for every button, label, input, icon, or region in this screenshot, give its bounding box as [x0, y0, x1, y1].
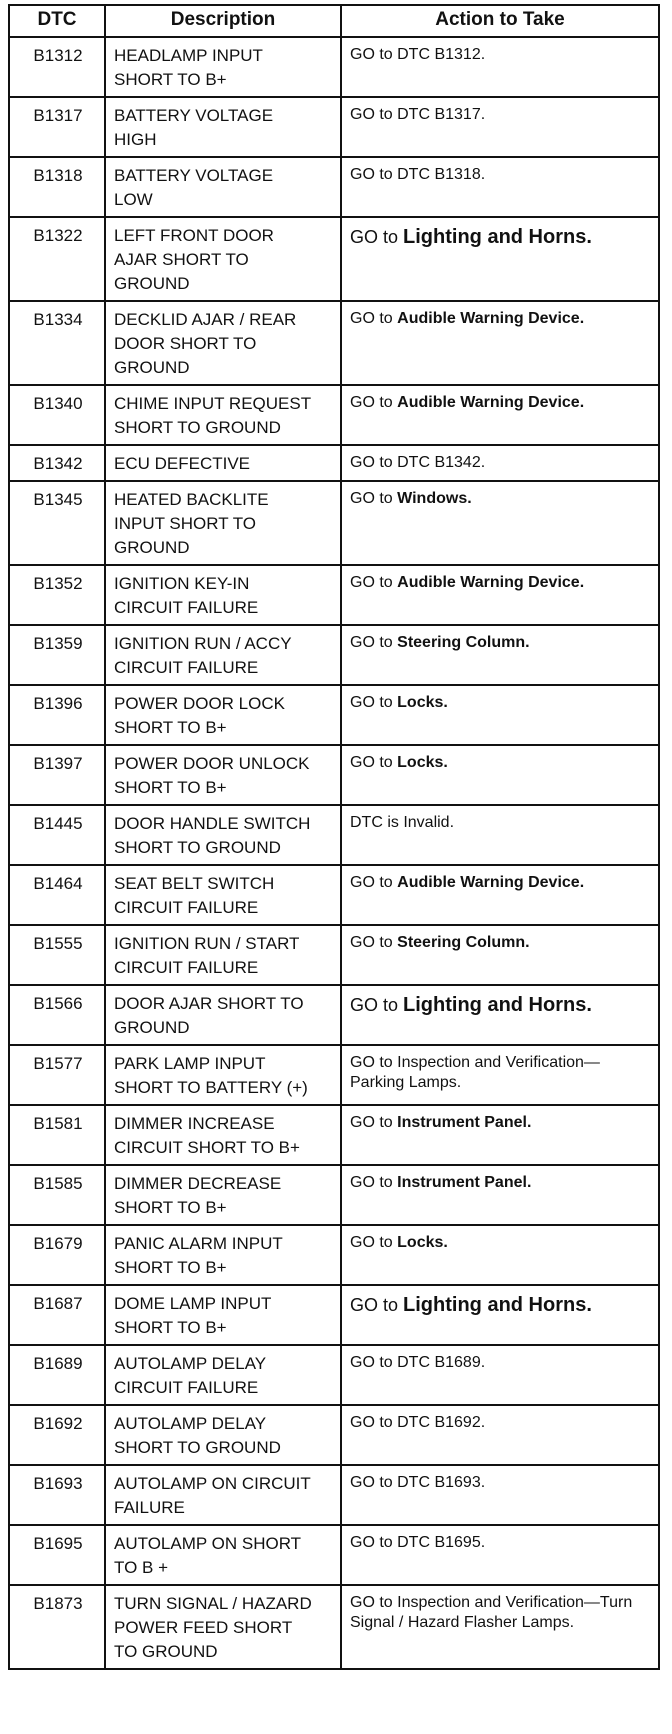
table-row: [9, 97, 659, 157]
table-row: [9, 445, 659, 481]
dtc-code: B1464: [9, 865, 105, 925]
dtc-description: DOME LAMP INPUT SHORT TO B+: [105, 1285, 341, 1345]
action-prefix: GO to: [350, 1114, 393, 1131]
action-to-take: GO to DTC B1692.: [341, 1405, 659, 1465]
action-reference: Locks.: [397, 694, 448, 711]
table-row: [9, 805, 659, 865]
dtc-code: B1585: [9, 1165, 105, 1225]
table-row: [9, 1345, 659, 1405]
action-reference: Steering Column.: [397, 634, 530, 651]
action-prefix: GO to: [350, 754, 393, 771]
dtc-code: B1692: [9, 1405, 105, 1465]
dtc-code: B1693: [9, 1465, 105, 1525]
dtc-description: DOOR HANDLE SWITCH SHORT TO GROUND: [105, 805, 341, 865]
dtc-code: B1581: [9, 1105, 105, 1165]
table-row: [9, 1105, 659, 1165]
dtc-code: B1317: [9, 97, 105, 157]
action-prefix: GO to: [350, 490, 393, 507]
action-prefix: GO to: [350, 394, 393, 411]
action-prefix: GO to: [350, 1174, 393, 1191]
action-to-take: GO to DTC B1318.: [341, 157, 659, 217]
dtc-description: POWER DOOR UNLOCK SHORT TO B+: [105, 745, 341, 805]
table-row: [9, 985, 659, 1045]
dtc-description: BATTERY VOLTAGE LOW: [105, 157, 341, 217]
action-to-take: GO to Inspection and Verification—Turn Signal / Hazard Flasher Lamps.: [341, 1585, 659, 1669]
action-prefix: GO to: [350, 694, 393, 711]
action-reference: Audible Warning Device.: [397, 874, 585, 891]
action-prefix: GO to: [350, 874, 393, 891]
dtc-code: B1359: [9, 625, 105, 685]
action-prefix: GO to: [350, 934, 393, 951]
action-prefix: GO to: [350, 310, 393, 327]
action-to-take: GO to DTC B1342.: [341, 445, 659, 481]
dtc-code: B1679: [9, 1225, 105, 1285]
table-row: [9, 565, 659, 625]
table-row: [9, 745, 659, 805]
action-to-take: [341, 217, 659, 301]
action-to-take: GO to DTC B1693.: [341, 1465, 659, 1525]
table-row: [9, 1585, 659, 1669]
action-prefix: GO to: [350, 227, 399, 247]
dtc-description: TURN SIGNAL / HAZARD POWER FEED SHORT TO GROUND: [105, 1585, 341, 1669]
dtc-description: DECKLID AJAR / REAR DOOR SHORT TO GROUND: [105, 301, 341, 385]
dtc-description: IGNITION KEY-IN CIRCUIT FAILURE: [105, 565, 341, 625]
table-row: [9, 1045, 659, 1105]
action-reference: Instrument Panel.: [397, 1114, 532, 1131]
dtc-description: PARK LAMP INPUT SHORT TO BATTERY (+): [105, 1045, 341, 1105]
action-reference: Steering Column.: [397, 934, 530, 951]
dtc-code: B1334: [9, 301, 105, 385]
action-to-take: [341, 385, 659, 445]
dtc-code: B1312: [9, 37, 105, 97]
action-to-take: [341, 925, 659, 985]
dtc-code: B1318: [9, 157, 105, 217]
dtc-code: B1322: [9, 217, 105, 301]
dtc-code: B1340: [9, 385, 105, 445]
action-to-take: [341, 685, 659, 745]
action-to-take: GO to Inspection and Verification—Parking Lamps.: [341, 1045, 659, 1105]
table-row: [9, 217, 659, 301]
table-row: [9, 385, 659, 445]
action-to-take: [341, 1225, 659, 1285]
dtc-code: B1566: [9, 985, 105, 1045]
action-reference: Locks.: [397, 754, 448, 771]
table-row: [9, 1165, 659, 1225]
dtc-description: DOOR AJAR SHORT TO GROUND: [105, 985, 341, 1045]
dtc-code: B1342: [9, 445, 105, 481]
dtc-code: B1687: [9, 1285, 105, 1345]
dtc-code: B1352: [9, 565, 105, 625]
action-to-take: GO to DTC B1689.: [341, 1345, 659, 1405]
table-row: [9, 865, 659, 925]
action-reference: Audible Warning Device.: [397, 394, 585, 411]
action-prefix: GO to: [350, 1295, 399, 1315]
action-to-take: [341, 745, 659, 805]
action-to-take: [341, 481, 659, 565]
dtc-code: B1695: [9, 1525, 105, 1585]
dtc-description: PANIC ALARM INPUT SHORT TO B+: [105, 1225, 341, 1285]
dtc-description: ECU DEFECTIVE: [105, 445, 341, 481]
table-row: [9, 1525, 659, 1585]
action-to-take: [341, 985, 659, 1045]
table-row: [9, 1465, 659, 1525]
action-reference: Locks.: [397, 1234, 448, 1251]
action-to-take: [341, 1165, 659, 1225]
action-reference: Audible Warning Device.: [397, 310, 585, 327]
action-to-take: GO to DTC B1695.: [341, 1525, 659, 1585]
table-row: [9, 685, 659, 745]
dtc-description: LEFT FRONT DOOR AJAR SHORT TO GROUND: [105, 217, 341, 301]
action-prefix: GO to: [350, 1234, 393, 1251]
action-prefix: GO to: [350, 995, 399, 1015]
action-to-take: [341, 865, 659, 925]
action-to-take: DTC is Invalid.: [341, 805, 659, 865]
table-row: [9, 625, 659, 685]
dtc-code: B1397: [9, 745, 105, 805]
dtc-description: SEAT BELT SWITCH CIRCUIT FAILURE: [105, 865, 341, 925]
dtc-description: BATTERY VOLTAGE HIGH: [105, 97, 341, 157]
table-row: [9, 1225, 659, 1285]
action-to-take: [341, 565, 659, 625]
dtc-description: HEATED BACKLITE INPUT SHORT TO GROUND: [105, 481, 341, 565]
action-to-take: GO to DTC B1317.: [341, 97, 659, 157]
dtc-description: HEADLAMP INPUT SHORT TO B+: [105, 37, 341, 97]
header-description: Description: [105, 5, 341, 37]
dtc-table: [8, 4, 660, 1670]
table-row: [9, 37, 659, 97]
action-to-take: GO to DTC B1312.: [341, 37, 659, 97]
dtc-description: POWER DOOR LOCK SHORT TO B+: [105, 685, 341, 745]
table-row: [9, 925, 659, 985]
dtc-description: AUTOLAMP ON CIRCUIT FAILURE: [105, 1465, 341, 1525]
header-row: [9, 5, 659, 37]
dtc-code: B1396: [9, 685, 105, 745]
action-reference: Lighting and Horns.: [403, 1294, 592, 1316]
dtc-code: B1445: [9, 805, 105, 865]
dtc-description: DIMMER DECREASE SHORT TO B+: [105, 1165, 341, 1225]
dtc-description: IGNITION RUN / START CIRCUIT FAILURE: [105, 925, 341, 985]
action-reference: Lighting and Horns.: [403, 226, 592, 248]
header-dtc: DTC: [9, 5, 105, 37]
header-action: Action to Take: [341, 5, 659, 37]
action-to-take: [341, 1285, 659, 1345]
table-row: [9, 1405, 659, 1465]
dtc-code: B1555: [9, 925, 105, 985]
dtc-description: AUTOLAMP DELAY SHORT TO GROUND: [105, 1405, 341, 1465]
dtc-code: B1689: [9, 1345, 105, 1405]
dtc-description: DIMMER INCREASE CIRCUIT SHORT TO B+: [105, 1105, 341, 1165]
table-body: [9, 37, 659, 1669]
table-row: [9, 1285, 659, 1345]
table-row: [9, 481, 659, 565]
dtc-description: CHIME INPUT REQUEST SHORT TO GROUND: [105, 385, 341, 445]
action-prefix: GO to: [350, 574, 393, 591]
dtc-code: B1873: [9, 1585, 105, 1669]
action-to-take: [341, 1105, 659, 1165]
table-row: [9, 157, 659, 217]
action-prefix: GO to: [350, 634, 393, 651]
dtc-description: IGNITION RUN / ACCY CIRCUIT FAILURE: [105, 625, 341, 685]
dtc-description: AUTOLAMP DELAY CIRCUIT FAILURE: [105, 1345, 341, 1405]
action-reference: Audible Warning Device.: [397, 574, 585, 591]
action-reference: Lighting and Horns.: [403, 994, 592, 1016]
action-to-take: [341, 625, 659, 685]
dtc-code: B1345: [9, 481, 105, 565]
table-row: [9, 301, 659, 385]
action-reference: Instrument Panel.: [397, 1174, 532, 1191]
action-reference: Windows.: [397, 490, 472, 507]
action-to-take: [341, 301, 659, 385]
dtc-code: B1577: [9, 1045, 105, 1105]
dtc-description: AUTOLAMP ON SHORT TO B +: [105, 1525, 341, 1585]
